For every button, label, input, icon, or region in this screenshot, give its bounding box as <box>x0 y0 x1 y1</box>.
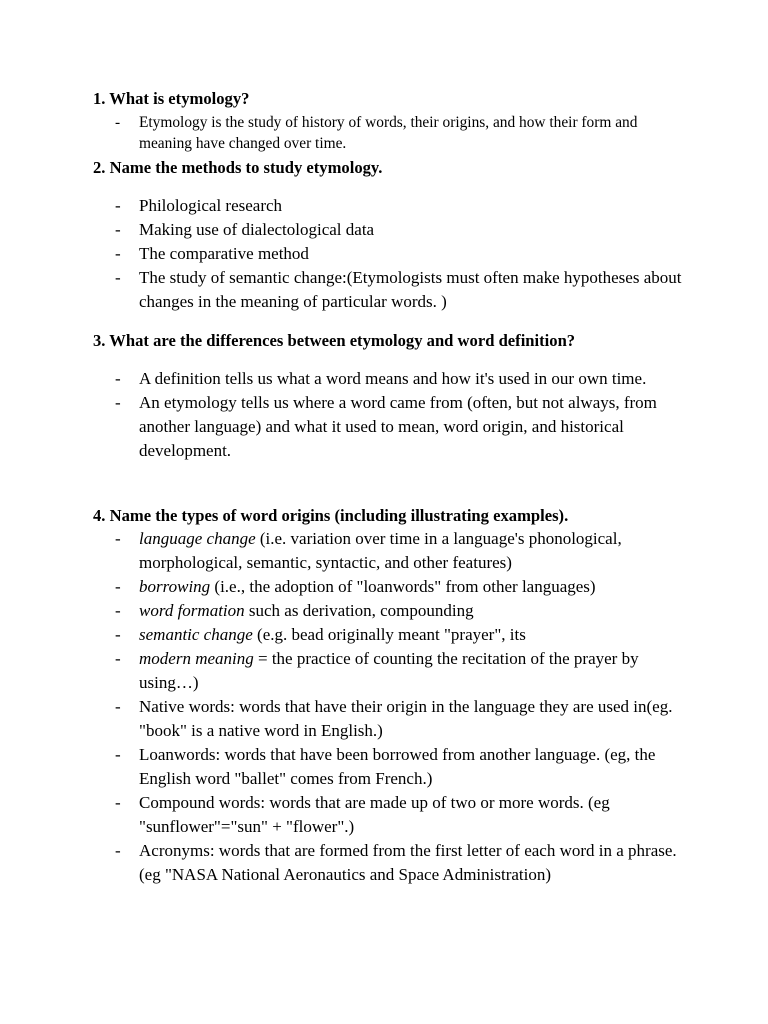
answer-text: The comparative method <box>139 244 309 263</box>
bullet-dash: - <box>115 196 121 215</box>
question-4-answers <box>113 527 693 887</box>
bullet-dash: - <box>115 369 121 388</box>
list-item <box>113 266 693 314</box>
bullet-dash: - <box>115 577 121 596</box>
term-italic: borrowing <box>139 577 211 596</box>
bullet-dash: - <box>115 697 121 716</box>
answer-text: (i.e. variation over time in a language's phonological, morphological, semantic, syntactic, and other features) <box>139 529 622 572</box>
question-2-heading: 2. Name the methods to study etymology. <box>93 158 383 177</box>
bullet-dash: - <box>115 625 121 644</box>
term-italic: language change <box>139 529 256 548</box>
list-item <box>113 695 693 743</box>
term-italic: modern meaning <box>139 649 254 668</box>
list-item <box>113 194 693 218</box>
list-item <box>113 599 693 623</box>
bullet-dash: - <box>115 393 121 412</box>
answer-text: The study of semantic change:(Etymologists must often make hypotheses about changes in the meaning of particular words. ) <box>139 268 682 311</box>
bullet-dash: - <box>115 268 121 287</box>
answer-text: Philological research <box>139 196 283 215</box>
bullet-dash: - <box>115 114 121 131</box>
question-4-heading: 4. Name the types of word origins (including illustrating examples). <box>93 506 569 525</box>
answer-text: Making use of dialectological data <box>139 220 375 239</box>
answer-text: Native words: words that have their origin in the language they are used in(eg. "book" is a native word in English.) <box>139 697 673 740</box>
list-item <box>113 791 693 839</box>
bullet-dash: - <box>115 601 121 620</box>
answer-text: = the practice of counting the recitation of the prayer by using…) <box>139 649 639 692</box>
answer-text: (i.e., the adoption of "loanwords" from other languages) <box>210 577 596 596</box>
list-item <box>113 112 693 154</box>
bullet-dash: - <box>115 793 121 812</box>
question-1-heading: 1. What is etymology? <box>93 89 250 108</box>
list-item <box>113 527 693 575</box>
answer-text: such as derivation, compounding <box>244 601 474 620</box>
answer-text: (e.g. bead originally meant "prayer", its <box>252 625 526 644</box>
bullet-dash: - <box>115 529 121 548</box>
list-item <box>113 743 693 791</box>
answer-text: Loanwords: words that have been borrowed from another language. (eg, the English word "ballet" comes from French.) <box>139 745 656 788</box>
question-3-heading: 3. What are the differences between etymology and word definition? <box>93 331 576 350</box>
list-item <box>113 575 693 599</box>
bullet-dash: - <box>115 244 121 263</box>
term-italic: semantic change <box>139 625 253 644</box>
question-2-answers <box>113 194 693 314</box>
answer-text: Etymology is the study of history of words, their origins, and how their form and meaning have changed over time. <box>139 114 638 152</box>
list-item <box>113 839 693 887</box>
list-item <box>113 623 693 647</box>
bullet-dash: - <box>115 220 121 239</box>
answer-text: Compound words: words that are made up of two or more words. (eg "sunflower"="sun" + "flower".) <box>139 793 610 836</box>
question-3-answers <box>113 367 693 463</box>
list-item <box>113 647 693 695</box>
list-item <box>113 218 693 242</box>
bullet-dash: - <box>115 649 121 668</box>
list-item <box>113 242 693 266</box>
term-italic: word formation <box>139 601 245 620</box>
answer-text: A definition tells us what a word means and how it's used in our own time. <box>139 369 647 388</box>
bullet-dash: - <box>115 745 121 764</box>
list-item <box>113 391 693 463</box>
answer-text: An etymology tells us where a word came from (often, but not always, from another language) and what it used to mean, word origin, and historical development. <box>139 393 657 460</box>
question-1-answers <box>113 112 693 154</box>
answer-text: Acronyms: words that are formed from the first letter of each word in a phrase. (eg "NASA National Aeronautics and Space Administration) <box>139 841 677 884</box>
bullet-dash: - <box>115 841 121 860</box>
list-item <box>113 367 693 391</box>
